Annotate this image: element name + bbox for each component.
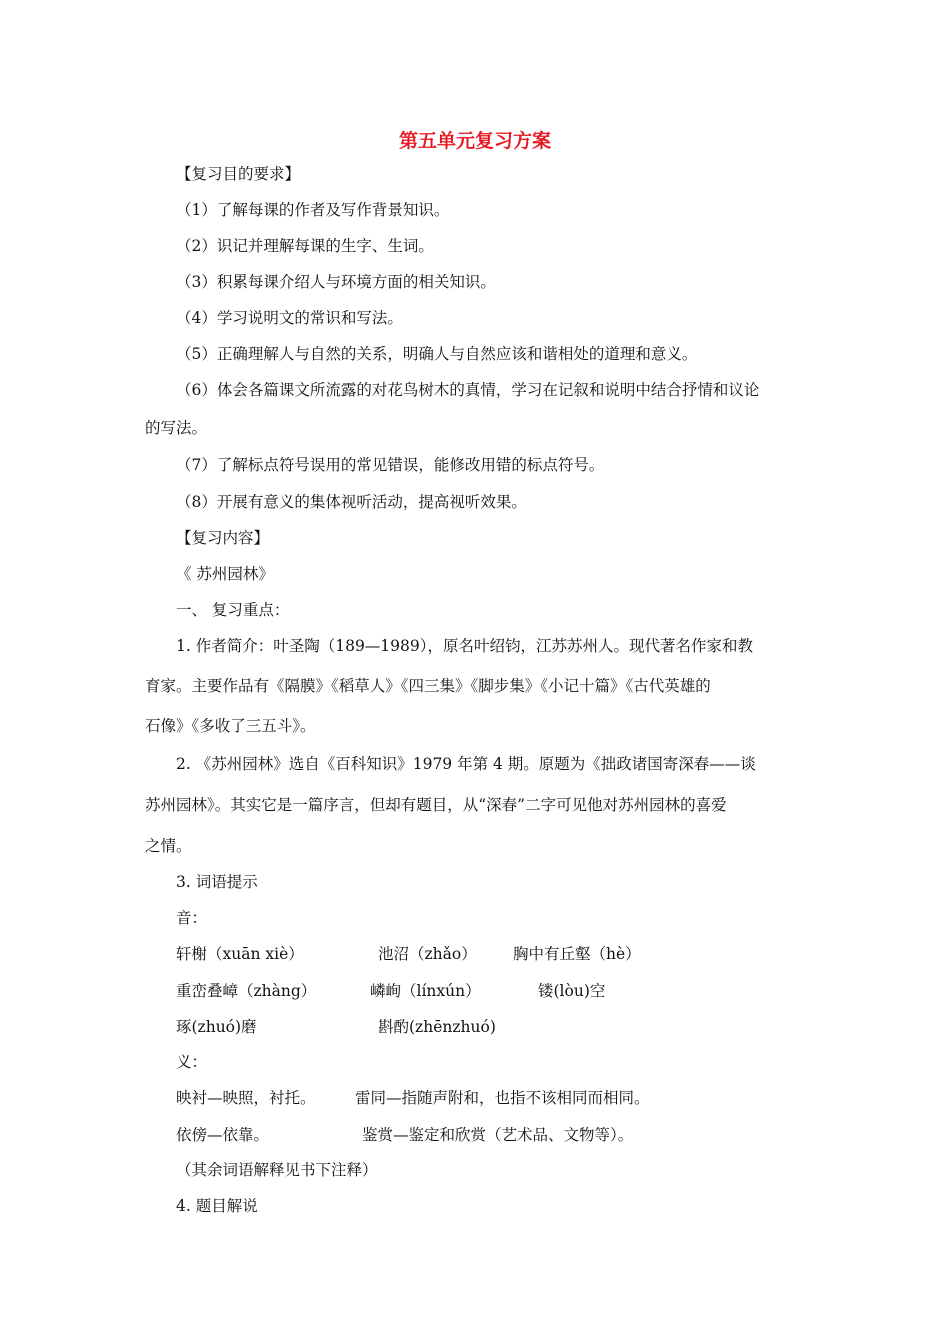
requirement-item: （5）正确理解人与自然的关系，明确人与自然应该和谐相处的道理和意义。 (176, 345, 698, 363)
paragraph-line: 之情。 (145, 837, 192, 855)
meaning-label: 义： (176, 1053, 208, 1071)
title-explanation-heading: 4. 题目解说 (176, 1197, 258, 1215)
paragraph-line: 石像》《多收了三五斗》。 (145, 717, 316, 735)
requirement-item: （1）了解每课的作者及写作背景知识。 (176, 201, 450, 219)
content-heading: 【复习内容】 (176, 529, 270, 547)
requirement-item-cont: 的写法。 (145, 419, 208, 437)
requirement-item: （2）识记并理解每课的生字、生词。 (176, 237, 434, 255)
vocab-heading: 3. 词语提示 (176, 873, 258, 891)
paragraph-line: 苏州园林》。其实它是一篇序言，但却有题目，从“深春”二字可见他对苏州园林的喜爱 (145, 796, 727, 814)
pron-item: 池沼（zhǎo） (378, 945, 477, 963)
pron-item: 嶙峋（línxún） (370, 982, 481, 1000)
requirement-item: （6）体会各篇课文所流露的对花鸟树木的真情，学习在记叙和说明中结合抒情和议论 (176, 381, 760, 399)
pron-item: 胸中有丘壑（hè） (513, 945, 641, 963)
pron-item: 琢(zhuó)磨 (176, 1018, 257, 1036)
requirement-item: （4）学习说明文的常识和写法。 (176, 309, 403, 327)
requirement-item: （3）积累每课介绍人与环境方面的相关知识。 (176, 273, 496, 291)
meaning-item: 映衬—映照，衬托。 (176, 1089, 316, 1107)
paragraph-line: 育家。主要作品有《隔膜》《稻草人》《四三集》《脚步集》《小记十篇》《古代英雄的 (145, 677, 711, 695)
meaning-item: 鉴赏—鉴定和欣赏（艺术品、文物等）。 (362, 1126, 634, 1144)
lesson-title: 《 苏州园林》 (176, 565, 274, 583)
meaning-item: 雷同—指随声附和，也指不该相同而相同。 (355, 1089, 650, 1107)
requirements-heading: 【复习目的要求】 (176, 165, 301, 183)
pronunciation-label: 音： (176, 909, 208, 927)
pron-item: 轩榭（xuān xiè） (176, 945, 304, 963)
pron-item: 重峦叠嶂（zhàng） (176, 982, 317, 1000)
requirement-item: （7）了解标点符号误用的常见错误，能修改用错的标点符号。 (176, 456, 605, 474)
key-points-heading: 一、 复习重点： (176, 601, 290, 619)
paragraph-line: 2. 《苏州园林》选自《百科知识》1979 年第 4 期。原题为《拙政诸国寄深春——谈 (176, 755, 756, 773)
pron-item: 斟酌(zhēnzhuó) (378, 1018, 496, 1036)
pron-item: 镂(lòu)空 (538, 982, 606, 1000)
page-title: 第五单元复习方案 (398, 130, 551, 152)
requirement-item: （8）开展有意义的集体视听活动，提高视听效果。 (176, 493, 527, 511)
meaning-item: 依傍—依靠。 (176, 1126, 270, 1144)
paragraph-line: 1. 作者简介：叶圣陶（189—1989），原名叶绍钧，江苏苏州人。现代著名作家和教 (176, 637, 753, 655)
note-line: （其余词语解释见书下注释） (176, 1161, 378, 1179)
